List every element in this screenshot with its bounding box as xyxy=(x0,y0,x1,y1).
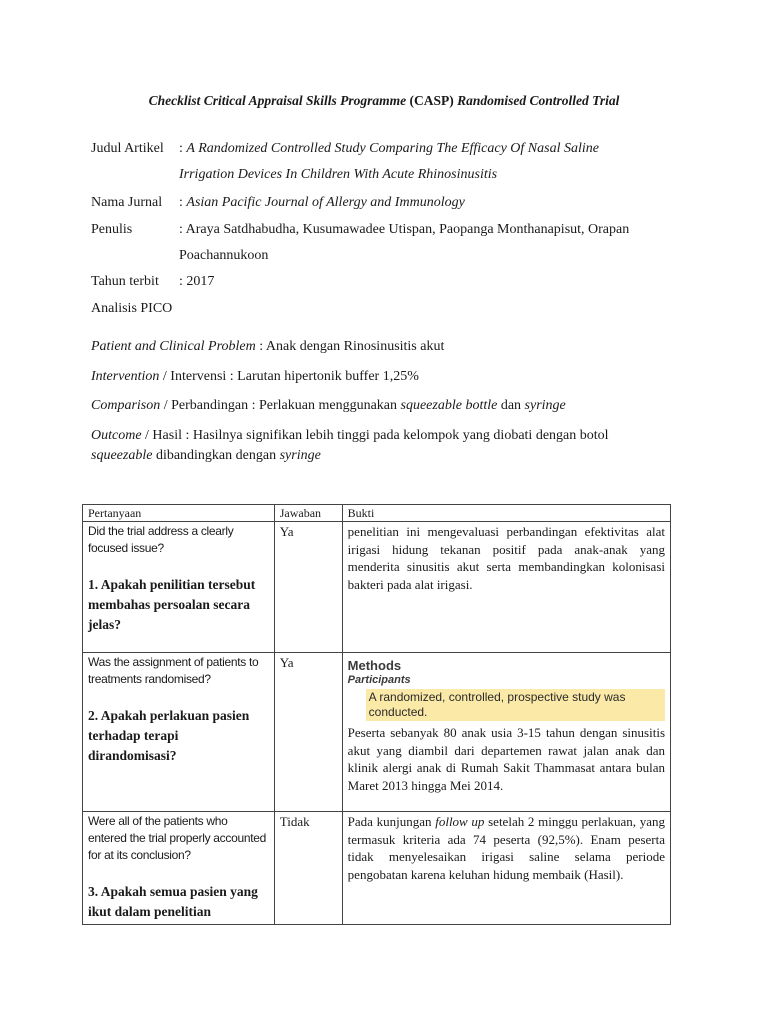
pico-comparison-syringe: syringe xyxy=(524,398,566,413)
answer-cell: Tidak xyxy=(274,812,342,925)
participants-subheading: Participants xyxy=(347,674,411,686)
answer-cell: Ya xyxy=(274,653,342,812)
question-cell xyxy=(83,522,275,653)
table-row xyxy=(83,653,671,812)
publication-year: 2017 xyxy=(186,274,215,289)
pico-outcome xyxy=(91,426,671,466)
highlighted-quote: A randomized, controlled, prospective study was conducted. xyxy=(366,689,665,721)
question-english: Did the trial address a clearly focused issue? xyxy=(88,524,234,555)
header-pertanyaan: Pertanyaan xyxy=(83,505,275,522)
methods-excerpt xyxy=(348,654,665,721)
meta-separator: : xyxy=(179,141,187,156)
evidence-cell xyxy=(342,522,670,653)
meta-separator: : xyxy=(179,274,187,289)
article-title-line1: A Randomized Controlled Study Comparing The Efficacy Of Nasal Saline xyxy=(186,141,599,156)
evidence-part: setelah 2 minggu perlakuan, yang termasuk kriteria ada 74 peserta (92,5%). Enam peserta tidak menyelesaikan irigasi saline selama periode pengobatan karena keluhan hidung membaik (Hasil). xyxy=(347,814,665,882)
meta-value xyxy=(179,190,669,216)
evidence-cell xyxy=(342,812,670,925)
pico-comparison-label: Comparison xyxy=(91,398,161,413)
table-header-row xyxy=(83,505,671,522)
meta-value xyxy=(179,136,669,188)
meta-label: Tahun terbit xyxy=(91,274,159,289)
pico-outcome-syringe: syringe xyxy=(279,448,321,463)
meta-value xyxy=(179,269,669,295)
pico-outcome-text: / Hasil : Hasilnya signifikan lebih tinggi pada kelompok yang diobati dengan botol xyxy=(141,428,609,443)
authors-line2: Poachannukoon xyxy=(179,248,269,263)
article-title-line2: Irrigation Devices In Children With Acute Rhinosinusitis xyxy=(179,167,498,182)
question-indonesian: 3. Apakah semua pasien yang ikut dalam penelitian xyxy=(88,884,258,919)
evidence-text: Peserta sebanyak 80 anak usia 3-15 tahun dengan sinusitis akut yang diambil dari departemen rawat jalan anak dan klinik alergi anak di Rumah Sakit Thammasat antara bulan Maret 2013 hingga Mei 2014. xyxy=(347,725,665,793)
pico-comparison-text: / Perbandingan : Perlakuan menggunakan xyxy=(160,398,401,413)
page-title xyxy=(0,93,768,109)
pico-separator: : xyxy=(255,339,266,354)
question-english: Were all of the patients who entered the trial properly accounted for at its conclusion? xyxy=(88,814,266,862)
title-part-rct: Randomised Controlled Trial xyxy=(457,93,620,108)
answer-cell: Ya xyxy=(274,522,342,653)
question-cell xyxy=(83,812,275,925)
table-row xyxy=(83,522,671,653)
casp-table xyxy=(82,504,671,925)
pico-intervention-text: / Intervensi : Larutan hipertonik buffer 1,25% xyxy=(159,369,419,384)
pico-patient-label: Patient and Clinical Problem xyxy=(91,339,256,354)
evidence-follow-up: follow up xyxy=(435,814,485,829)
pico-outcome-compared: dibandingkan dengan xyxy=(152,448,280,463)
pico-patient xyxy=(91,337,671,357)
evidence-text xyxy=(348,813,665,883)
pico-outcome-label: Outcome xyxy=(91,428,142,443)
methods-heading: Methods xyxy=(347,658,402,673)
title-part-checklist: Checklist Critical Appraisal Skills Programme xyxy=(148,93,407,108)
pico-comparison-bottle: squeezable bottle xyxy=(400,398,498,413)
question-indonesian: 1. Apakah penilitian tersebut membahas persoalan secara jelas? xyxy=(88,577,256,632)
evidence-cell xyxy=(342,653,670,812)
meta-value xyxy=(179,217,669,269)
meta-separator: : xyxy=(179,222,186,237)
journal-name: Asian Pacific Journal of Allergy and Immunology xyxy=(186,195,465,210)
pico-intervention-label: Intervention xyxy=(91,369,160,384)
meta-separator: : xyxy=(179,195,187,210)
header-jawaban: Jawaban xyxy=(274,505,342,522)
pico-intervention xyxy=(91,367,671,387)
question-indonesian: 2. Apakah perlakuan pasien terhadap terapi dirandomisasi? xyxy=(88,708,250,763)
header-bukti: Bukti xyxy=(342,505,670,522)
authors-line1: Araya Satdhabudha, Kusumawadee Utispan, Paopanga Monthanapisut, Orapan xyxy=(185,222,630,237)
table-row xyxy=(83,812,671,925)
meta-label: Penulis xyxy=(91,222,133,237)
pico-comparison-and: dan xyxy=(497,398,525,413)
pico-outcome-squeezable: squeezable xyxy=(91,448,153,463)
pico-heading: Analisis PICO xyxy=(91,301,173,316)
question-cell xyxy=(83,653,275,812)
title-part-casp: (CASP) xyxy=(406,93,458,108)
meta-label: Nama Jurnal xyxy=(91,195,163,210)
pico-patient-text: Anak dengan Rinosinusitis akut xyxy=(265,339,445,354)
evidence-part: Pada kunjungan xyxy=(347,814,436,829)
evidence-text: penelitian ini mengevaluasi perbandingan efektivitas alat irigasi hidung tekanan positif pada anak-anak yang menderita sinusitis akut serta membandingkan kolonisasi bakteri pada alat irigasi. xyxy=(347,524,665,592)
meta-label: Judul Artikel xyxy=(91,141,164,156)
question-english: Was the assignment of patients to treatments randomised? xyxy=(88,655,259,686)
pico-comparison xyxy=(91,396,671,416)
